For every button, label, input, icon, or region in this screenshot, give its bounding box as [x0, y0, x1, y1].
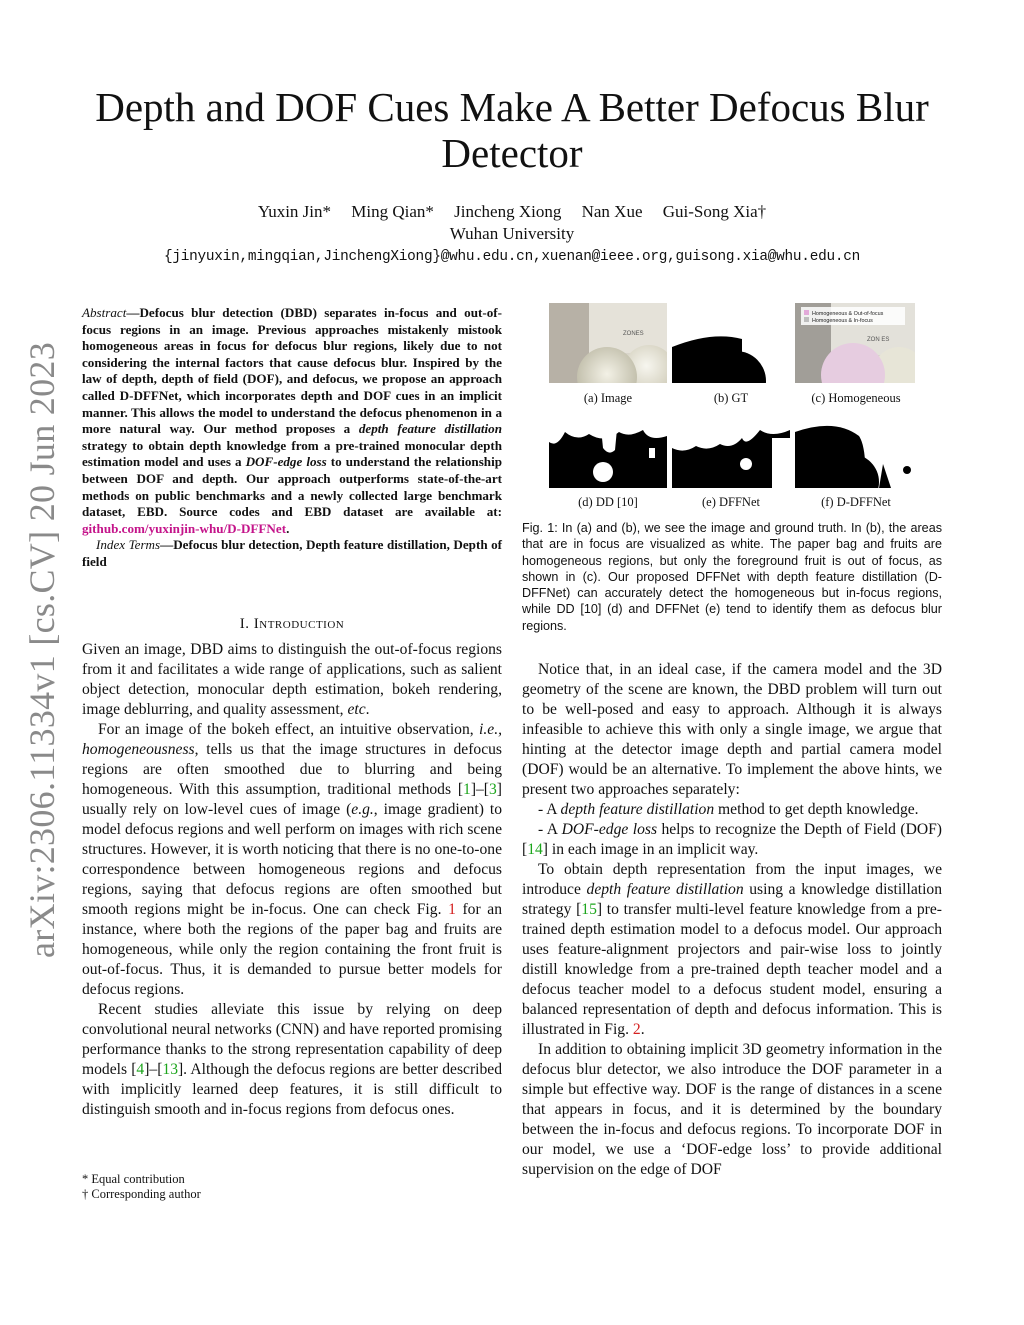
text: i.e., homogeneousness	[82, 721, 502, 758]
image-f-d-dffnet	[795, 408, 915, 488]
index-terms	[82, 537, 502, 570]
abstract-text: .	[286, 520, 290, 536]
text: , image gradient) to model defocus regions and well perform on images with rich scene structures. However, it is worth noticing that there is no one-to-one correspondence between homogeneous regions and defocus regions, saying that defocus regions are often smoothed but smooth regions might be in-focus. One can check Fig.	[82, 801, 502, 918]
figure-caption: Fig. 1: In (a) and (b), we see the image and ground truth. In (b), the areas that are in focus are visualized as white. The paper bag and fruits are homogeneous regions, but only the foreground fruit is out of focus, as shown in (c). Our proposed DFFNet with depth feature distillation (D-DFFNet) can accurately detect the homogeneous but in-focus regions, while DD [10] (d) and DFFNet (e) tend to identify them as defocus blur regions.	[522, 521, 942, 633]
index-terms-text: —Defocus blur detection, Depth feature distillation, Depth of field	[82, 537, 503, 569]
author: Yuxin Jin*	[257, 202, 332, 221]
citation-link[interactable]: 3	[489, 781, 497, 798]
citation-link[interactable]: 15	[581, 901, 597, 918]
author-emails: {jinyuxin,mingqian,JinchengXiong}@whu.edu.cn,xuenan@ieee.org,guisong.xia@whu.edu.cn	[163, 249, 861, 265]
subcaption: (c) Homogeneous	[811, 391, 901, 405]
author: Ming Qian*	[351, 202, 434, 221]
author-list	[60, 201, 964, 223]
bag-text-2: ZON ES	[867, 337, 890, 343]
bullet-item	[522, 820, 942, 860]
citation-link[interactable]: 1	[463, 781, 471, 798]
subcaption: (e) DFFNet	[702, 495, 760, 509]
author: Gui-Song Xia†	[662, 202, 767, 221]
paragraph	[82, 720, 502, 1000]
text: ]–[	[470, 781, 489, 798]
paragraph	[82, 1000, 502, 1120]
footnotes	[82, 1172, 382, 1202]
text: depth feature distillation	[560, 801, 715, 818]
text: ] in each image in an implicit way.	[542, 841, 759, 858]
text: e.g.	[351, 801, 374, 818]
affiliation: Wuhan University	[449, 224, 575, 243]
figure-link[interactable]: 2	[632, 1021, 641, 1038]
text: Recent studies alleviate this issue by relying on deep convolutional neural networks (CNN) and have reported promising performance thanks to the strong representation capability of deep models [	[82, 1001, 502, 1078]
paper-title: Depth and DOF Cues Make A Better Defocus Blur Detector	[95, 84, 929, 176]
text: method to get depth knowledge.	[714, 801, 919, 818]
text: ] usually rely on low-level cues of image (	[82, 781, 502, 818]
citation-link[interactable]: 4	[136, 1061, 145, 1078]
image-c-homogeneous	[795, 303, 915, 383]
text: depth feature distillation	[586, 881, 744, 898]
author: Nan Xue	[581, 202, 643, 221]
code-link[interactable]: github.com/yuxinjin-whu/D-DFFNet	[82, 520, 287, 536]
right-column	[522, 660, 942, 1180]
arxiv-id: arXiv:2306.11334v1 [cs.CV] 20 Jun 2023	[22, 341, 62, 959]
index-terms-label: Index Terms	[96, 537, 161, 553]
text: Given an image, DBD aims to distinguish the out-of-focus regions from it and facilitates a wide range of applications, such as salient object detection, monocular depth estimation, bokeh rendering, image deblurring, and quality assessment,	[82, 641, 502, 718]
footnote: * Equal contribution	[82, 1172, 185, 1186]
subcaption: (a) Image	[583, 391, 633, 405]
section-heading: I. Introduction	[239, 616, 345, 632]
arxiv-stamp	[22, 341, 62, 959]
text: .	[640, 1021, 645, 1038]
paragraph: Notice that, in an ideal case, if the camera model and the 3D geometry of the scene are known, the DBD problem will turn out to be well-posed and easy to approach. Although it is always infeasible to achieve this with only a single image, we argue that hinting at the detector image depth and partial camera model (DOF) would be an alternative. To implement the above hints, we present two approaches separately:	[522, 661, 942, 798]
abstract	[82, 305, 502, 571]
text: using a knowledge distillation strategy [	[522, 881, 942, 918]
text: for an instance, where both the regions of the paper bag and fruits are homogeneous, while only the region containing the front fruit is out-of-focus. Thus, it is demanded to pursue better models for defocus regions.	[82, 901, 502, 998]
image-e-dffnet	[672, 408, 790, 488]
text: To obtain depth representation from the input images, we introduce	[522, 861, 942, 898]
citation-link[interactable]: 13	[162, 1061, 178, 1078]
paragraph	[522, 860, 942, 1040]
citation-link[interactable]: 14	[527, 841, 543, 858]
author: Jincheng Xiong	[454, 202, 562, 221]
subcaption: (f) D-DFFNet	[821, 495, 891, 509]
text: etc	[347, 701, 366, 718]
bullet-item	[522, 800, 942, 820]
abstract-term: DOF-edge loss	[245, 454, 327, 470]
paragraph: In addition to obtaining implicit 3D geometry information in the defocus blur detector, we also introduce the DOF parameter in a simple but effective way. DOF is the range of distances in a scene that appears in focus, and it is determined by the boundary between the in-focus and defocus regions. To incorporate DOF in our model, we use a ‘DOF-edge loss’ to provide additional supervision on the edge of DOF	[522, 1041, 942, 1178]
text: - A	[538, 821, 562, 838]
abstract-text: —Defocus blur detection (DBD) separates in-focus and out-of-focus regions in an image. Previous approaches mistakenly mistook homogeneous areas in focus for defocus blur regions, likely due to not considering the internal factors that cause defocus blur. Inspired by the law of depth, depth of field (DOF), and defocus, we propose an approach called D-DFFNet, which incorporates depth and DOF cues in an implicit manner. This allows the model to understand the defocus phenomenon in a more natural way. Our method proposes a	[82, 305, 502, 437]
text: ]–[	[144, 1061, 163, 1078]
abstract-label: Abstract	[82, 305, 127, 320]
abstract-text: strategy to obtain depth knowledge from a pre-trained monocular depth estimation model and uses a	[82, 437, 502, 470]
legend-entry: Homogeneous & In-focus	[812, 318, 873, 324]
text: DOF-edge loss	[561, 821, 658, 838]
subcaption	[548, 495, 668, 510]
bag-text: ZONES	[623, 331, 644, 337]
figure-1	[522, 300, 942, 515]
left-column	[82, 640, 502, 1120]
text: .	[365, 701, 370, 718]
subcaption: (b) GT	[713, 391, 749, 405]
image-d-dd	[549, 408, 667, 488]
footnote: † Corresponding author	[82, 1187, 201, 1201]
text: helps to recognize the Depth of Field (DOF) [	[522, 821, 942, 858]
paragraph	[82, 640, 502, 720]
legend-entry: Homogeneous & Out-of-focus	[812, 311, 884, 317]
abstract-text: to understand the relationship between DOF and depth. Our approach outperforms state-of-the-art methods on public benchmarks and a newly collected large benchmark dataset, EBD. Source codes and EBD dataset are available at:	[82, 454, 503, 520]
text: - A	[538, 801, 561, 818]
text: , tells us that the image structures in defocus regions are often smoothed due to blurring and being homogeneous. With this assumption, traditional methods [	[82, 741, 502, 798]
image-a-photo	[549, 303, 667, 383]
subcaption-text: (d) DD [10]	[578, 495, 638, 509]
text: ] to transfer multi-level feature knowledge from a pre-trained depth estimation model to a defocus model. Our approach uses feature-alignment projectors and pair-wise loss to jointly distill knowledge from a pre-trained depth teacher model and a defocus teacher model to a defocus student model, ensuring a balanced representation of depth and defocus information. This is illustrated in Fig.	[522, 901, 942, 1038]
text: ]. Although the defocus regions are better described with implicitly learned deep features, it is still difficult to distinguish smooth and in-focus regions from defocus ones.	[82, 1061, 502, 1118]
text: For an image of the bokeh effect, an intuitive observation,	[98, 721, 480, 738]
abstract-term: depth feature distillation	[358, 421, 502, 437]
figure-link[interactable]: 1	[448, 901, 456, 918]
image-b-gt	[672, 303, 790, 383]
